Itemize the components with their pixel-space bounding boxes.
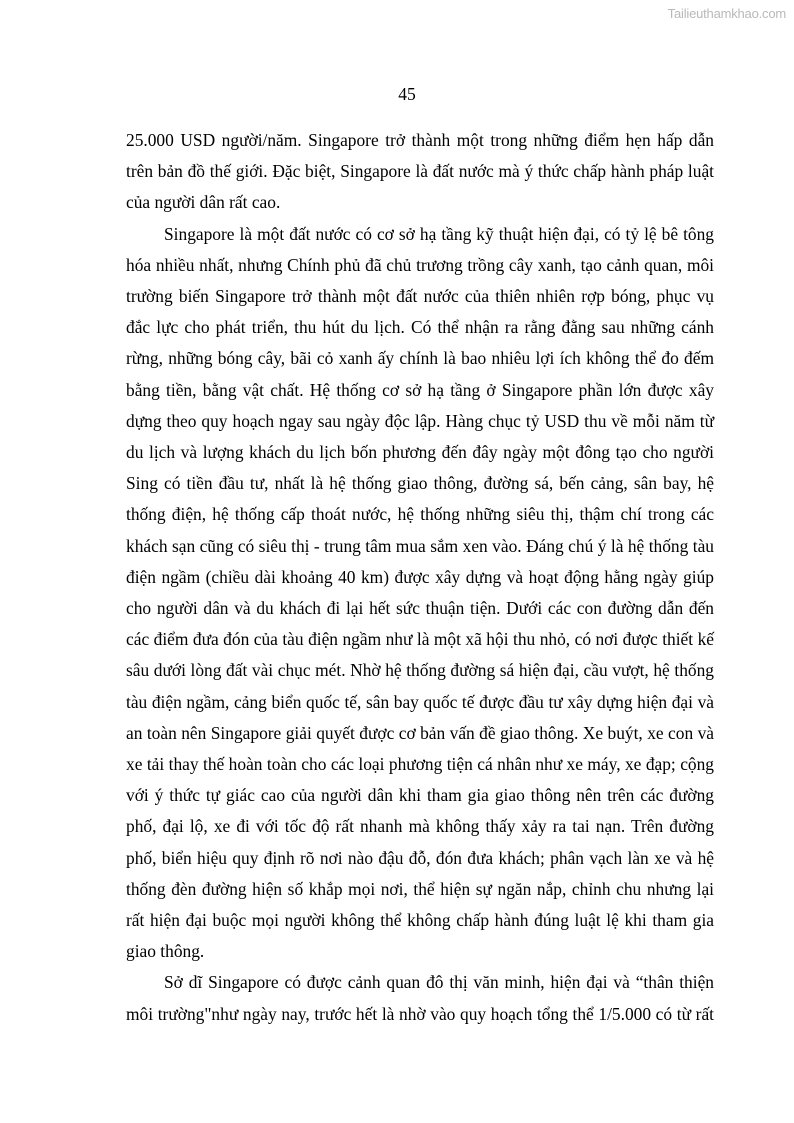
- text-line: khách sạn cũng có siêu thị - trung tâm mua sắm xen vào. Đáng chú ý là hệ thống tàu: [126, 535, 714, 556]
- text-line: Sở dĩ Singapore có được cảnh quan đô thị văn minh, hiện đại và “thân thiện: [164, 972, 714, 993]
- page-number: 45: [398, 84, 416, 104]
- text-line: 25.000 USD người/năm. Singapore trở thành một trong những điểm hẹn hấp dẫn: [126, 130, 714, 150]
- text-line: với ý thức tự giác cao của người dân khi tham gia giao thông nên trên các đường: [126, 785, 714, 806]
- text-line: dựng theo quy hoạch ngay sau ngày độc lập. Hàng chục tỷ USD thu về mỗi năm từ: [126, 410, 714, 431]
- document-body: [126, 125, 714, 1030]
- text-line: Singapore là một đất nước có cơ sở hạ tầng kỹ thuật hiện đại, có tỷ lệ bê tông: [164, 223, 714, 244]
- text-line: trường biến Singapore trở thành một đất nước của thiên nhiên rợp bóng, phục vụ: [126, 286, 714, 307]
- text-line: an toàn nên Singapore giải quyết được cơ bản vấn đề giao thông. Xe buýt, xe con và: [126, 722, 714, 743]
- text-line: điện ngầm (chiều dài khoảng 40 km) được xây dựng và hoạt động hằng ngày giúp: [126, 566, 714, 587]
- text-line: xe tải thay thế hoàn toàn cho các loại phương tiện cá nhân như xe máy, xe đạp; cộng: [126, 754, 714, 775]
- text-line: của người dân rất cao.: [126, 192, 281, 213]
- text-line: đắc lực cho phát triển, thu hút du lịch. Có thể nhận ra rằng đằng sau những cánh: [126, 317, 714, 338]
- text-line: các điểm đưa đón của tàu điện ngầm như là một xã hội thu nhỏ, có nơi được thiết kế: [126, 629, 714, 650]
- text-line: hóa nhiều nhất, nhưng Chính phủ đã chủ trương trồng cây xanh, tạo cảnh quan, môi: [126, 254, 714, 275]
- text-line: rừng, những bóng cây, bãi cỏ xanh ấy chính là bao nhiêu lợi ích không thể đo đếm: [126, 348, 714, 369]
- text-line: môi trường"như ngày nay, trước hết là nhờ vào quy hoạch tổng thể 1/5.000 có từ rất: [126, 1003, 714, 1024]
- text-line: sâu dưới lòng đất vài chục mét. Nhờ hệ thống đường sá hiện đại, cầu vượt, hệ thống: [126, 660, 714, 681]
- text-line: tàu điện ngầm, cảng biển quốc tế, sân bay quốc tế được đầu tư xây dựng hiện đại và: [126, 691, 714, 712]
- paragraph-2: [126, 219, 714, 968]
- text-line: du lịch và lượng khách du lịch bốn phương đến đây ngày một đông tạo cho người: [126, 442, 714, 463]
- watermark: Tailieuthamkhao.com: [667, 6, 786, 21]
- text-line: Sing có tiền đầu tư, nhất là hệ thống giao thông, đường sá, bến cảng, sân bay, hệ: [126, 473, 714, 494]
- paragraph-3: [126, 967, 714, 1029]
- text-line: trên bản đồ thế giới. Đặc biệt, Singapore là đất nước mà ý thức chấp hành pháp luật: [126, 161, 714, 182]
- text-line: phố, biển hiệu quy định rõ nơi nào đậu đỗ, đón đưa khách; phân vạch làn xe và hệ: [126, 847, 714, 868]
- text-line: phố, đại lộ, xe đi với tốc độ rất nhanh mà không thấy xảy ra tai nạn. Trên đường: [126, 816, 714, 837]
- paragraph-1: [126, 125, 714, 219]
- text-line: cho người dân và du khách đi lại hết sức thuận tiện. Dưới các con đường dẫn đến: [126, 598, 714, 619]
- text-line: bằng tiền, bằng vật chất. Hệ thống cơ sở hạ tầng ở Singapore phần lớn được xây: [126, 379, 714, 400]
- text-line: giao thông.: [126, 941, 205, 962]
- text-line: rất hiện đại buộc mọi người không thể không chấp hành đúng luật lệ khi tham gia: [126, 910, 714, 931]
- text-line: thống đèn đường hiện số khắp mọi nơi, thể hiện sự ngăn nắp, chỉnh chu nhưng lại: [126, 878, 714, 899]
- text-line: thống điện, hệ thống cấp thoát nước, hệ thống những siêu thị, thậm chí trong các: [126, 504, 714, 525]
